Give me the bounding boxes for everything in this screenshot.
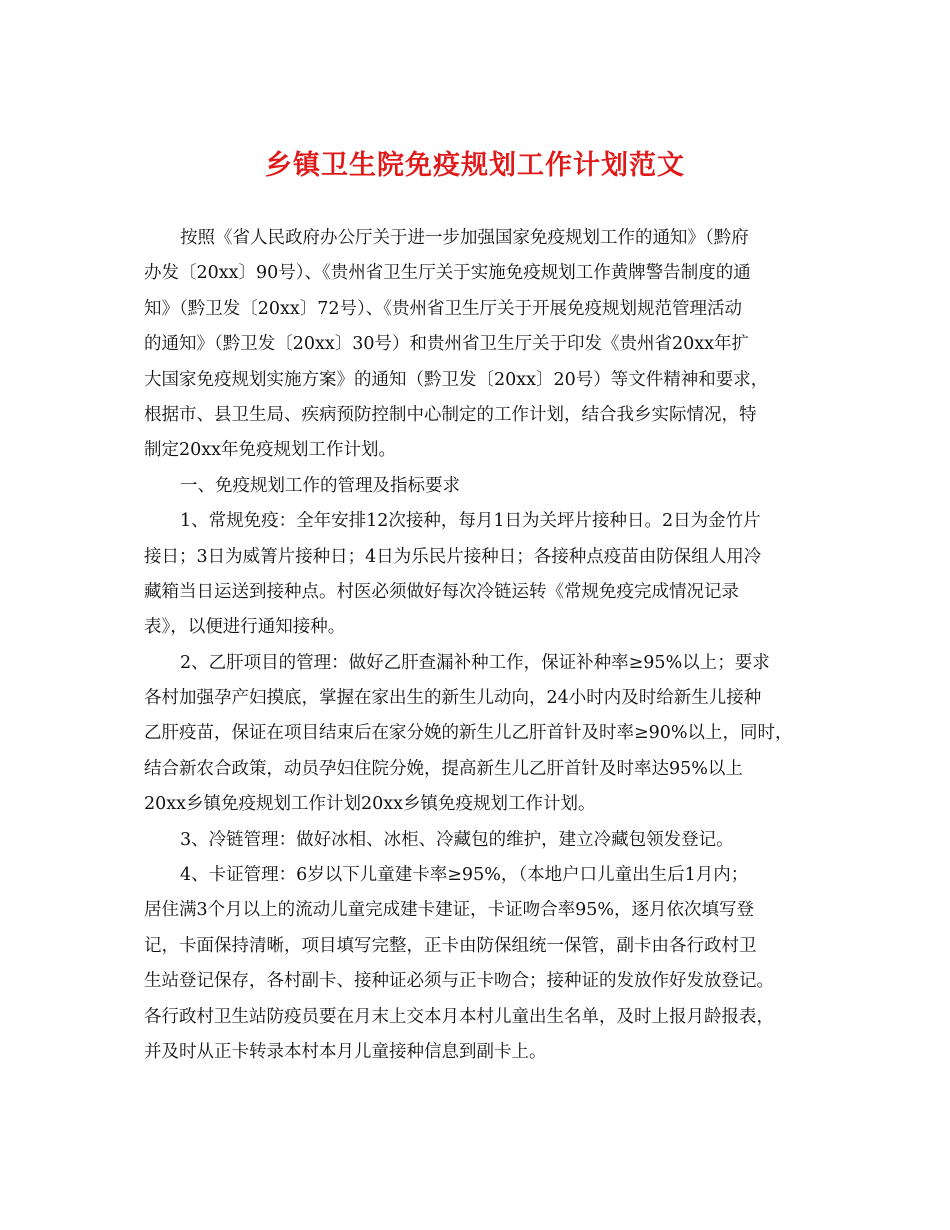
document-body: [144, 221, 820, 1070]
paragraph-line: 各行政村卫生站防疫员要在月末上交本月本村儿童出生名单，及时上报月龄报表，: [144, 1006, 774, 1027]
paragraph-line: 大国家免疫规划实施方案》的通知（黔卫发〔20xx〕20号）等文件精神和要求，: [144, 369, 769, 390]
paragraph-line: 居住满3个月以上的流动儿童完成建卡建证，卡证吻合率95%，逐月依次填写登: [144, 900, 755, 921]
section-heading: 一、免疫规划工作的管理及指标要求: [180, 475, 460, 496]
paragraph-line: 的通知》（黔卫发〔20xx〕30号）和贵州省卫生厅关于印发《贵州省20xx年扩: [144, 334, 750, 355]
document-title: 乡镇卫生院免疫规划工作计划范文: [265, 150, 685, 181]
paragraph-line: 藏箱当日运送到接种点。村医必须做好每次冷链运转《常规免疫完成情况记录: [144, 581, 739, 602]
paragraph-line: 20xx乡镇免疫规划工作计划20xx乡镇免疫规划工作计划。: [144, 794, 596, 815]
paragraph-line: 制定20xx年免疫规划工作计划。: [144, 440, 397, 461]
paragraph-line: 办发〔20xx〕90号）、《贵州省卫生厅关于实施免疫规划工作黄牌警告制度的通: [144, 263, 751, 284]
paragraph-line: 4、卡证管理：6岁以下儿童建卡率≥95%，（本地户口儿童出生后1月内；: [180, 865, 749, 886]
paragraph-line: 并及时从正卡转录本村本月儿童接种信息到副卡上。: [144, 1041, 547, 1062]
paragraph-line: 3、冷链管理：做好冰相、冰柜、冷藏包的维护，建立冷藏包领发登记。: [180, 829, 734, 850]
paragraph-line: 记，卡面保持清晰，项目填写完整，正卡由防保组统一保管，副卡由各行政村卫: [144, 935, 757, 956]
paragraph-line: 接日；3日为威箐片接种日；4日为乐民片接种日；各接种点疫苗由防保组人用冷: [144, 546, 762, 567]
paragraph-line: 结合新农合政策，动员孕妇住院分娩，提高新生儿乙肝首针及时率达95%以上: [144, 758, 743, 779]
paragraph-line: 按照《省人民政府办公厅关于进一步加强国家免疫规划工作的通知》（黔府: [180, 228, 749, 248]
paragraph-line: 1、常规免疫：全年安排12次接种，每月1日为关坪片接种日。2日为金竹片: [180, 511, 761, 532]
paragraph-line: 知》（黔卫发〔20xx〕72号）、《贵州省卫生厅关于开展免疫规划规范管理活动: [144, 298, 743, 319]
paragraph-line: 2、乙肝项目的管理：做好乙肝查漏补种工作，保证补种率≥95%以上；要求: [180, 652, 770, 673]
paragraph-line: 各村加强孕产妇摸底，掌握在家出生的新生儿动向，24小时内及时给新生儿接种: [144, 688, 762, 709]
paragraph-line: 乙肝疫苗，保证在项目结束后在家分娩的新生儿乙肝首针及时率≥90%以上，同时，: [144, 723, 793, 744]
paragraph-line: 表》，以便进行通知接种。: [144, 617, 346, 638]
paragraph-line: 生站登记保存，各村副卡、接种证必须与正卡吻合；接种证的发放作好发放登记。: [144, 971, 774, 992]
paragraph-line: 根据市、县卫生局、疾病预防控制中心制定的工作计划，结合我乡实际情况，特: [144, 404, 757, 425]
